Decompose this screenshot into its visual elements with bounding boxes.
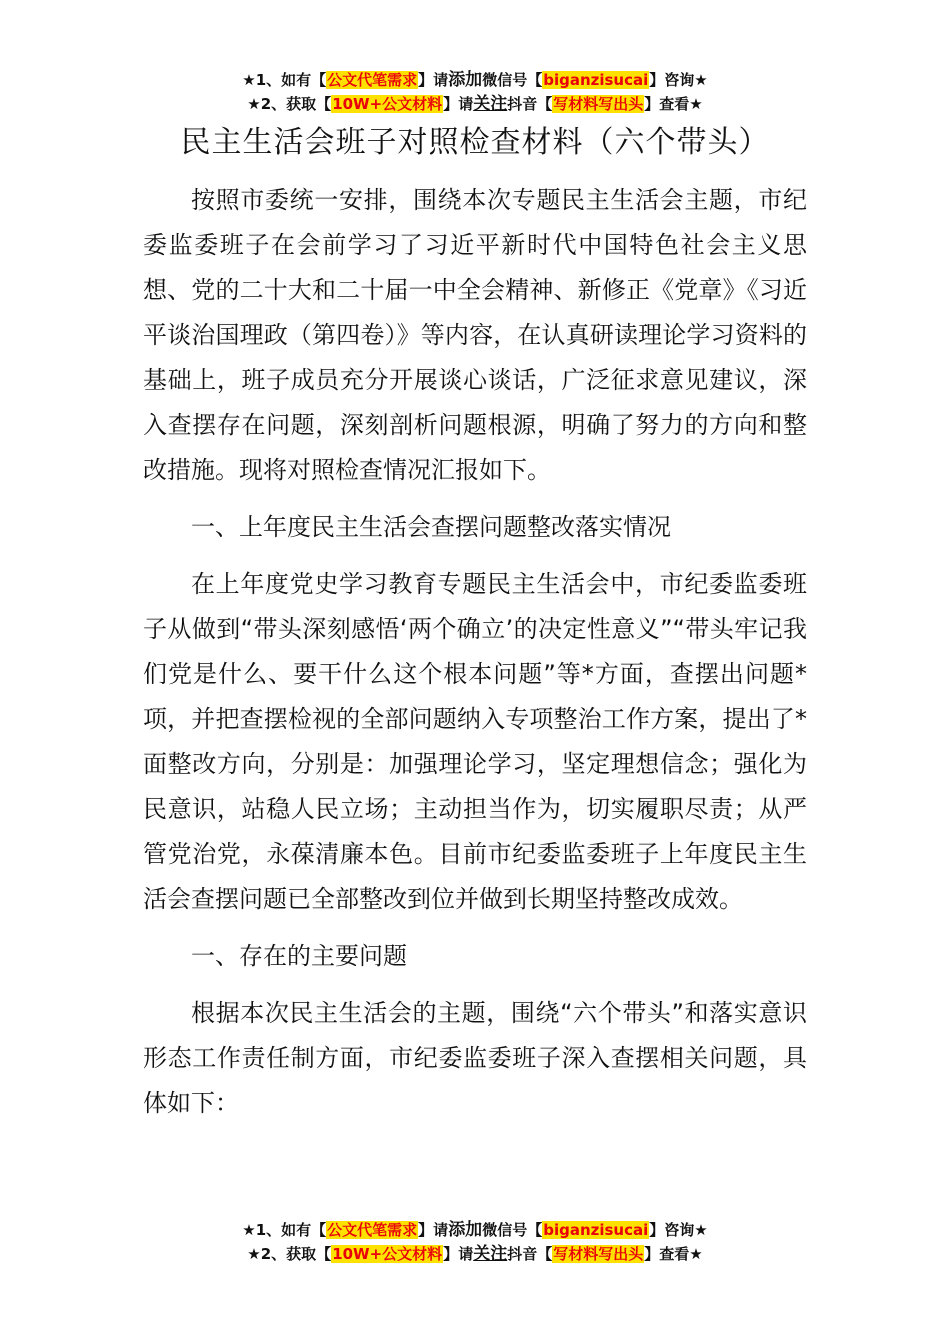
star-icon: ★	[247, 95, 261, 113]
star-icon: ★	[242, 1221, 256, 1239]
body-paragraph: 根据本次民主生活会的主题，围绕“六个带头”和落实意识形态工作责任制方面，市纪委监委班子深入查摆相关问题，具体如下：	[143, 999, 807, 1117]
promo-highlight: 10W+公文材料	[332, 1245, 443, 1263]
promo-header	[0, 68, 950, 116]
douyin-account: 写材料写出头	[553, 1245, 644, 1263]
section-heading: 一、存在的主要问题	[191, 942, 407, 970]
promo-highlight: 公文代笔需求	[327, 71, 418, 89]
promo-line-1: ★1、如有【公文代笔需求】请添加微信号【biganzisucai】咨询★	[242, 70, 708, 90]
star-icon: ★	[242, 71, 256, 89]
body-paragraph: 在上年度党史学习教育专题民主生活会中，市纪委监委班子从做到“带头深刻感悟‘两个确立’的决定性意义”“带头牢记我们党是什么、要干什么这个根本问题”等*方面，查摆出问题*项，并把查摆检视的全部问题纳入专项整治工作方案，提出了*面整改方向，分别是：加强理论学习，坚定理想信念；强化为民意识，站稳人民立场；主动担当作为，切实履职尽责；从严管党治党，永葆清廉本色。目前市纪委监委班子上年度民主生活会查摆问题已全部整改到位并做到长期坚持整改成效。	[143, 570, 807, 913]
intro-paragraph: 按照市委统一安排，围绕本次专题民主生活会主题，市纪委监委班子在会前学习了习近平新时代中国特色社会主义思想、党的二十大和二十届一中全会精神、新修正《党章》《习近平谈治国理政（第四卷）》等内容，在认真研读理论学习资料的基础上，班子成员充分开展谈心谈话，广泛征求意见建议，深入查摆存在问题，深刻剖析问题根源，明确了努力的方向和整改措施。现将对照检查情况汇报如下。	[143, 186, 807, 484]
promo-highlight: 10W+公文材料	[332, 95, 443, 113]
document-body	[143, 178, 807, 1126]
wechat-id: biganzisucai	[543, 1221, 649, 1239]
section-heading: 一、上年度民主生活会查摆问题整改落实情况	[191, 513, 671, 541]
promo-line-2: ★2、获取【10W+公文材料】请关注抖音【写材料写出头】查看★	[247, 1244, 703, 1264]
document-title: 民主生活会班子对照检查材料（六个带头）	[180, 125, 770, 160]
wechat-id: biganzisucai	[543, 71, 649, 89]
promo-line-2: ★2、获取【10W+公文材料】请关注抖音【写材料写出头】查看★	[247, 94, 703, 114]
star-icon: ★	[247, 1245, 261, 1263]
promo-line-1: ★1、如有【公文代笔需求】请添加微信号【biganzisucai】咨询★	[242, 1220, 708, 1240]
douyin-account: 写材料写出头	[553, 95, 644, 113]
promo-footer	[0, 1218, 950, 1266]
promo-highlight: 公文代笔需求	[327, 1221, 418, 1239]
